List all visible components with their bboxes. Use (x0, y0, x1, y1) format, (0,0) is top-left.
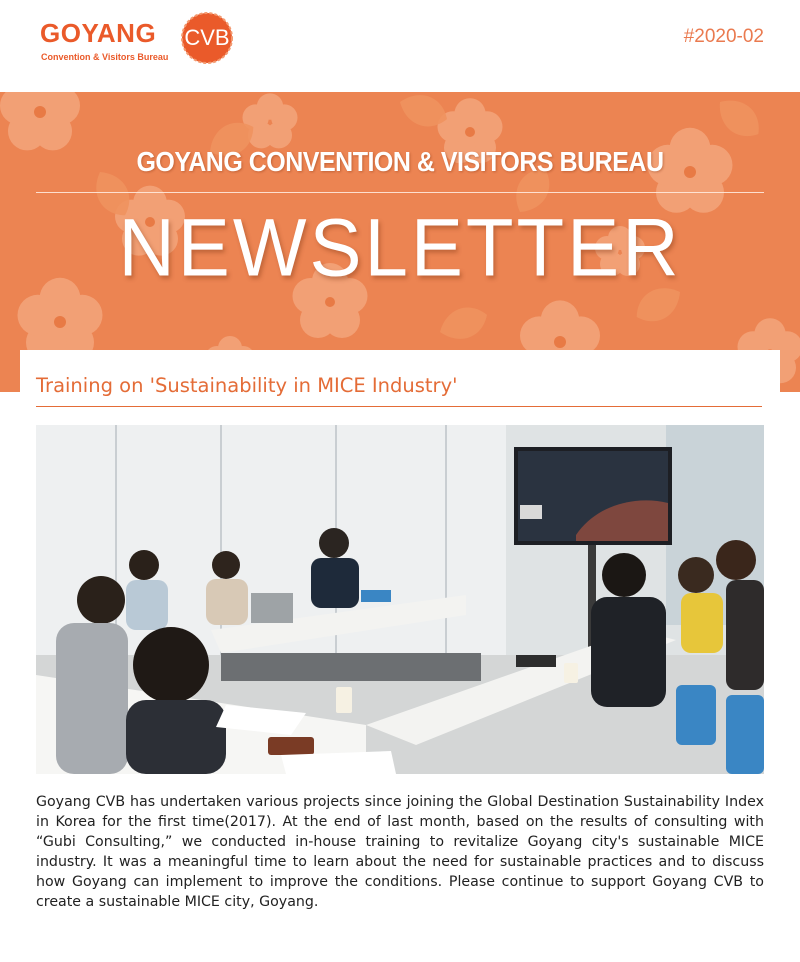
training-photo (36, 425, 764, 774)
article-body: Goyang CVB has undertaken various projects since joining the Global Destination Sustainability Index in Korea for the first time(2017). At the end of last month, based on the results of consulting with “Gubi Consulting,” we conducted in-house training to revitalize Goyang city's sustainable MICE industry. It was a meaningful time to learn about the need for sustainable practices and to discuss how Goyang can implement to improve the conditions. Please continue to support Goyang CVB to create a sustainable MICE city, Goyang. (36, 794, 764, 910)
banner-kicker: GOYANG CONVENTION & VISITORS BUREAU (136, 146, 664, 178)
page-header (0, 0, 800, 92)
article-card (20, 350, 780, 962)
goyang-cvb-logo[interactable] (40, 12, 240, 68)
logo-subtitle: Convention & Visitors Bureau (41, 52, 169, 62)
training-photo-illustration (36, 425, 764, 774)
logo-wordmark: GOYANG (40, 18, 157, 48)
article-title: Training on 'Sustainability in MICE Industry' (36, 374, 458, 397)
newsletter-banner (0, 92, 800, 392)
article-title-underline (36, 406, 762, 407)
banner-divider (36, 192, 764, 193)
issue-number: #2020-02 (683, 26, 764, 47)
logo-badge-text: CVB (184, 25, 230, 50)
banner-title: NEWSLETTER (118, 200, 682, 294)
logo-badge (175, 12, 239, 64)
